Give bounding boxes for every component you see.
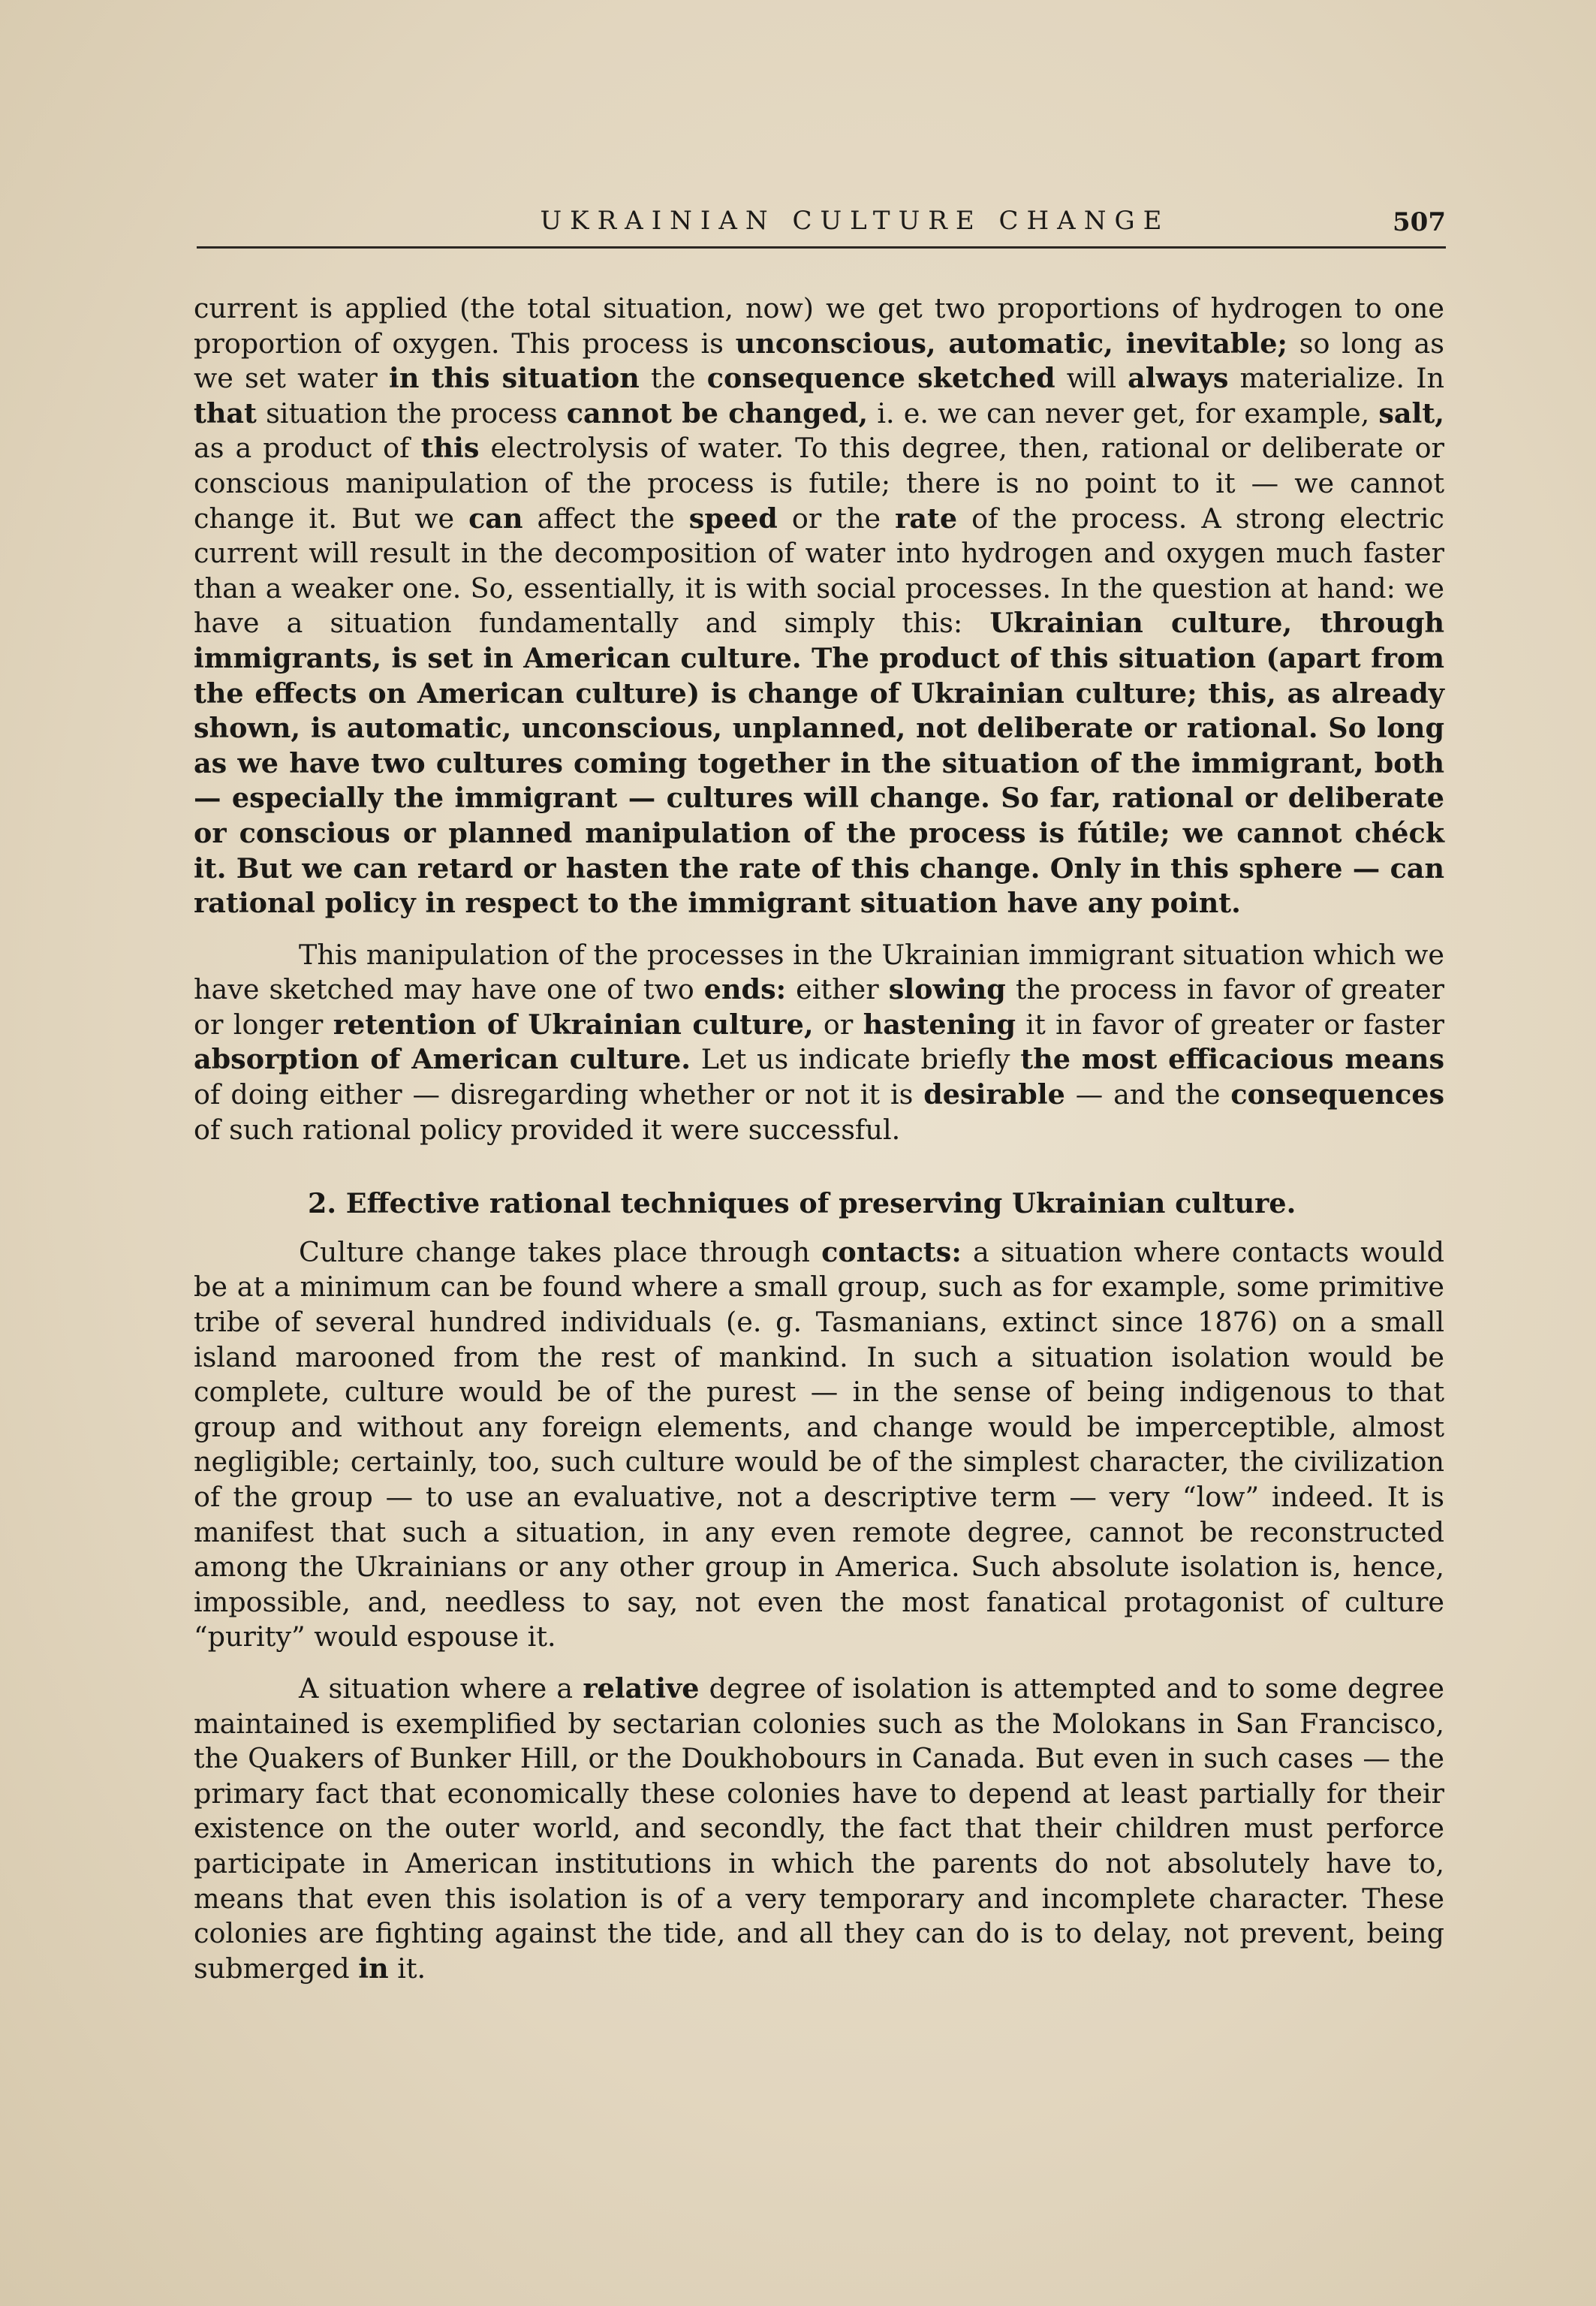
bold-text-run: speed: [688, 502, 778, 535]
bold-text-run: rate: [895, 502, 958, 535]
bold-text-run: always: [1128, 362, 1229, 395]
bold-text-run: unconscious, automatic, inevitable;: [735, 327, 1287, 360]
text-run: a situation where contacts would be at a minimum can be found where a small group, such as for example, some primitive tribe of several hundred individuals (e. g. Tasmanians, extinct since 1876) on a small island marooned from the rest of mankind. In such a situation isolation would be complete, culture would be of the purest — in the sense of being indigenous to that group and without any foreign elements, and change would be imperceptible, almost negligible; certainly, too, such culture would be of the simplest character, the civilization of the group — to use an evaluative, not a descriptive term — very “low” indeed. It is manifest that such a situation, in any even remote degree, cannot be reconstructed among the Ukrainians or any other group in America. Such absolute isolation is, hence, impossible, and, needless to say, not even the most fanatical protagonist of culture “purity” would espouse it.: [194, 1235, 1444, 1653]
bold-text-run: desirable: [923, 1078, 1065, 1111]
paragraph: [194, 291, 1444, 921]
bold-text-run: in this situation: [388, 362, 640, 395]
bold-text-run: ends:: [703, 973, 787, 1006]
bold-text-run: absorption of American culture.: [194, 1043, 691, 1076]
bold-text-run: can: [468, 502, 523, 535]
text-run: the process in favor of greater or longer: [194, 973, 1445, 1041]
text-run: situation the process: [256, 396, 567, 430]
bold-text-run: Ukrainian culture, through immigrants, is set in American culture. The product of this situation (apart from the effects on American culture) is change of Ukrainian culture; this, as already shown, is automatic, unconscious, unplanned, not deliberate or rational. So long as we have two cultures coming together in the situation of the immigrant, both — especially the immigrant — cultures will change. So far, rational or deliberate or conscious or planned manipulation of the process is fútile; we cannot chéck it. But we can retard or hasten the rate of this change. Only in this sphere — can rational policy in respect to the immigrant situation have any point.: [194, 607, 1444, 920]
section-heading: 2. Effective rational techniques of preserving Ukrainian culture.: [308, 1187, 1296, 1220]
bold-text-run: salt,: [1378, 396, 1444, 430]
running-title: UKRAINIAN CULTURE CHANGE: [540, 206, 1170, 236]
text-run: affect the: [522, 502, 689, 535]
bold-text-run: relative: [583, 1671, 700, 1705]
text-run: This manipulation of the processes in the Ukrainian immigrant situation which we have sketched may have one of two: [194, 938, 1444, 1006]
bold-text-run: contacts:: [821, 1235, 962, 1268]
bold-text-run: slowing: [888, 973, 1006, 1006]
bold-text-run: in: [358, 1952, 389, 1985]
text-run: i. e. we can never get, for example,: [868, 396, 1379, 430]
text-run: or: [813, 1008, 863, 1041]
bold-text-run: consequences: [1230, 1078, 1444, 1111]
text-run: the: [639, 362, 707, 395]
text-run: of such rational policy provided it were successful.: [194, 1113, 901, 1146]
text-run: of the process. A strong electric current will result in the decomposition of water into hydrogen and oxygen much faster than a weaker one. So, essentially, it is with social processes. In the question at hand: we have a situation fundamentally and simply this:: [194, 502, 1444, 640]
text-run: of doing either — disregarding whether or not it is: [194, 1078, 924, 1111]
header-rule: [197, 246, 1446, 249]
running-head: [197, 204, 1446, 243]
text-run: electrolysis of water. To this degree, then, rational or deliberate or conscious manipulation of the process is futile; there is no point to it — we cannot change it. But we: [194, 432, 1444, 535]
bold-text-run: that: [194, 396, 257, 430]
paragraph: [194, 938, 1444, 1148]
page-number: 507: [1393, 207, 1446, 237]
text-run: — and the: [1065, 1078, 1231, 1111]
bold-text-run: retention of Ukrainian culture,: [333, 1008, 814, 1041]
text-run: Culture change takes place through: [299, 1235, 822, 1268]
text-run: it in favor of greater or faster: [1016, 1008, 1444, 1041]
bold-text-run: this: [420, 432, 480, 465]
paragraph: [194, 1671, 1444, 1986]
text-run: as a product of: [194, 432, 421, 465]
text-run: A situation where a: [299, 1671, 583, 1705]
bold-text-run: consequence sketched: [706, 362, 1055, 395]
text-run: will: [1055, 362, 1128, 395]
text-run: so long as we set water: [194, 327, 1444, 395]
bold-text-run: cannot be changed,: [566, 396, 869, 430]
text-run: it.: [388, 1952, 426, 1985]
text-run: either: [786, 973, 889, 1006]
paragraph: [194, 1235, 1444, 1655]
text-run: Let us indicate briefly: [690, 1043, 1021, 1076]
bold-text-run: the most efficacious means: [1020, 1043, 1444, 1076]
text-run: materialize. In: [1228, 362, 1444, 395]
body-text: [194, 291, 1444, 1986]
text-run: current is applied (the total situation, now) we get two proportions of hydrogen to one proportion of oxygen. This process is: [194, 292, 1444, 360]
text-run: or the: [777, 502, 896, 535]
text-run: degree of isolation is attempted and to some degree maintained is exemplified by sectarian colonies such as the Molokans in San Francisco, the Quakers of Bunker Hill, or the Doukhobours in Canada. But even in such cases — the primary fact that economically these colonies have to depend at least partially for their existence on the outer world, and secondly, the fact that their children must perforce participate in American institutions in which the parents do not absolutely have to, means that even this isolation is of a very temporary and incomplete character. These colonies are fighting against the tide, and all they can do is to delay, not prevent, being submerged: [194, 1671, 1444, 1985]
bold-text-run: hastening: [863, 1008, 1016, 1041]
